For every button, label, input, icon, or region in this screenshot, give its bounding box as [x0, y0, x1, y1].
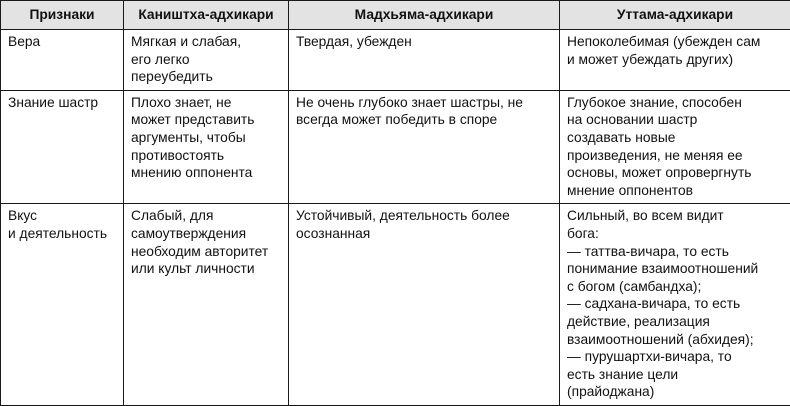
- cell-line: — пурушартхи-вичара, то: [567, 348, 784, 366]
- cell-madhyama: [289, 204, 560, 406]
- cell-line: с богом (самбандха);: [567, 278, 784, 296]
- header-features: Признаки: [1, 1, 124, 30]
- cell-line: мнение оппонентов: [567, 182, 784, 200]
- cell-line: и может убеждать других): [567, 51, 784, 69]
- cell-line: Глубокое знание, способен: [567, 94, 784, 112]
- cell-line: произведения, не меняя ее: [567, 147, 784, 165]
- cell-uttama: [560, 90, 790, 204]
- cell-kanishtha: [124, 90, 289, 204]
- cell-line: Твердая, убежден: [296, 33, 553, 51]
- cell-line: — садхана-вичара, то есть: [567, 295, 784, 313]
- cell-feature: [1, 204, 124, 406]
- cell-line: взаимоотношений (абхидея);: [567, 331, 784, 349]
- cell-kanishtha: [124, 204, 289, 406]
- cell-line: Непоколебимая (убежден сам: [567, 33, 784, 51]
- table-row-taste-activity: [1, 204, 790, 406]
- cell-line: создавать новые: [567, 129, 784, 147]
- cell-line: Плохо знает, не: [131, 94, 282, 112]
- cell-line: — таттва-вичара, то есть: [567, 243, 784, 261]
- cell-line: Вера: [8, 33, 117, 51]
- cell-line: противостоять: [131, 147, 282, 165]
- cell-madhyama: [289, 30, 560, 91]
- cell-line: и деятельность: [8, 225, 117, 243]
- cell-line: действие, реализация: [567, 313, 784, 331]
- cell-line: Знание шастр: [8, 94, 117, 112]
- header-uttama: Уттама-адхикари: [560, 1, 790, 30]
- cell-line: самоутверждения: [131, 225, 282, 243]
- cell-line: бога:: [567, 225, 784, 243]
- cell-line: его легко: [131, 51, 282, 69]
- cell-line: или культ личности: [131, 260, 282, 278]
- table-row-knowledge: [1, 90, 790, 204]
- cell-madhyama: [289, 90, 560, 204]
- cell-line: Не очень глубоко знает шастры, не: [296, 94, 553, 112]
- cell-uttama: [560, 30, 790, 91]
- cell-line: мнению оппонента: [131, 164, 282, 182]
- header-kanishtha: Каништха-адхикари: [124, 1, 289, 30]
- cell-line: Мягкая и слабая,: [131, 33, 282, 51]
- cell-line: необходим авторитет: [131, 243, 282, 261]
- cell-feature: [1, 30, 124, 91]
- cell-line: есть знание цели: [567, 366, 784, 384]
- cell-line: (прайоджана): [567, 383, 784, 401]
- cell-feature: [1, 90, 124, 204]
- cell-line: всегда может победить в споре: [296, 111, 553, 129]
- cell-line: Слабый, для: [131, 207, 282, 225]
- header-row: [1, 1, 790, 30]
- header-madhyama: Мадхьяма-адхикари: [289, 1, 560, 30]
- cell-uttama: [560, 204, 790, 406]
- cell-line: переубедить: [131, 68, 282, 86]
- cell-line: аргументы, чтобы: [131, 129, 282, 147]
- cell-line: основы, может опровергнуть: [567, 164, 784, 182]
- cell-line: на основании шастр: [567, 111, 784, 129]
- cell-kanishtha: [124, 30, 289, 91]
- cell-line: осознанная: [296, 225, 553, 243]
- cell-line: может представить: [131, 111, 282, 129]
- table-row-faith: [1, 30, 790, 91]
- cell-line: Устойчивый, деятельность более: [296, 207, 553, 225]
- cell-line: Вкус: [8, 207, 117, 225]
- cell-line: Сильный, во всем видит: [567, 207, 784, 225]
- cell-line: понимание взаимоотношений: [567, 260, 784, 278]
